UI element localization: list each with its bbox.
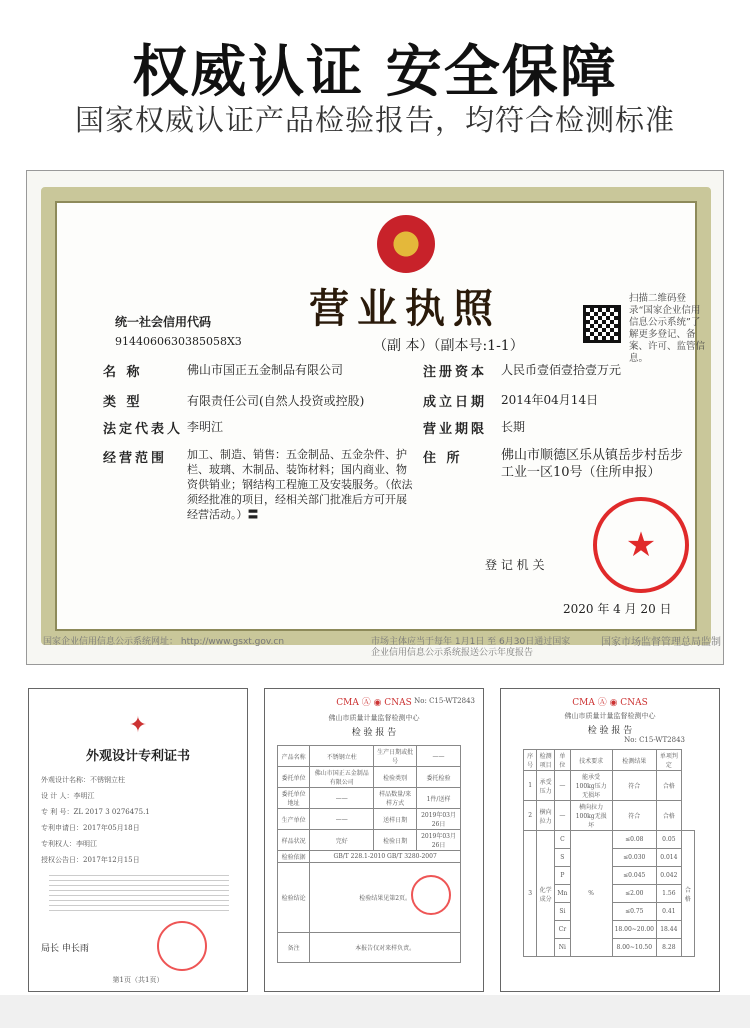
table-cell: 化学成分 <box>537 831 555 957</box>
table-cell: 横向拉力 <box>537 801 555 831</box>
patent-title: 外观设计专利证书 <box>85 749 190 764</box>
copy-number: （副 本）（副本号:1-1） <box>373 338 524 354</box>
table-cell: 符合 <box>612 801 656 831</box>
patent-field: 外观设计名称：不锈钢立柱 <box>41 776 125 784</box>
credit-code-label: 统一社会信用代码 <box>115 315 212 329</box>
table-cell: 1 <box>524 771 537 801</box>
field-label: 名 称 <box>103 365 143 380</box>
patent-logo-icon: ✦ <box>128 713 148 738</box>
business-scope: 加工、制造、销售：五金制品、五金杂件、护栏、玻璃、木制品、装饰材料；国内商业、物资供销业；钢结构工程施工及安装服务。（依法须经批准的项目，经相关部门批准后方可开展经营活动。）〓 <box>187 448 413 521</box>
table-cell: Ni <box>554 939 570 957</box>
address: 佛山市顺德区乐从镇岳步村岳步工业一区10号（住所申报） <box>501 448 684 480</box>
patent-field: 专利权人：李明江 <box>41 840 97 848</box>
star-icon: ★ <box>625 525 657 565</box>
certification-logos-icon: CMA Ⓐ ◉ CNAS <box>336 698 412 708</box>
table-cell: C <box>554 831 570 849</box>
field-label: 类 型 <box>103 395 143 410</box>
inspection-report-1 <box>264 688 484 992</box>
table-cell: 单位 <box>554 750 570 771</box>
table-cell: ≤0.08 <box>612 831 656 849</box>
business-term: 长期 <box>501 420 526 434</box>
table-cell: 单项判定 <box>656 750 681 771</box>
table-cell: ≤0.030 <box>612 849 656 867</box>
field-label: 住 所 <box>423 451 463 466</box>
table-cell: 0.014 <box>656 849 681 867</box>
bottom-band <box>0 995 750 1028</box>
field-label: 营业期限 <box>423 422 488 437</box>
field-label: 法定代表人 <box>103 422 184 437</box>
qr-code-icon <box>583 305 621 343</box>
table-cell: 2 <box>524 801 537 831</box>
patent-field: 专利申请日：2017年05月18日 <box>41 824 140 832</box>
table-cell: 0.41 <box>656 903 681 921</box>
patent-seal <box>157 921 207 971</box>
table-cell: 合格 <box>656 771 681 801</box>
table-cell: 合格 <box>656 801 681 831</box>
patent-certificate <box>28 688 248 992</box>
table-cell: 符合 <box>612 771 656 801</box>
established-date: 2014年04月14日 <box>501 393 599 407</box>
report-table: 产品名称 不锈钢立柱 生产日期或批号 —— 委托单位 佛山市国正五金制品有限公司 检验类别 委托检验 委托单位地址 —— 样品数量/来样方式 1件/送样 生产单位 —— 送样日期 2019年03月26日 样品状况 完好 检验日期 2019年03月26日 检验依据 GB/T 228.1-2010 GB/T 3280-2007 检验结论 检验结果见第2页。 备注 本报告仅对来样负责。 <box>277 745 461 963</box>
issue-date: 2020 年 4 月 20 日 <box>563 602 672 616</box>
table-cell: ≤0.75 <box>612 903 656 921</box>
report-org: 佛山市质量计量监督检测中心 <box>564 712 656 720</box>
report-title: 检 验 报 告 <box>351 728 397 738</box>
patent-page: 第1页（共1页） <box>112 976 164 984</box>
table-cell: S <box>554 849 570 867</box>
legal-representative: 李明江 <box>187 420 224 434</box>
table-cell: Cr <box>554 921 570 939</box>
qr-text: 扫描二维码登录“国家企业信用信息公示系统”了解更多登记、备案、许可、监管信息。 <box>629 293 706 364</box>
certification-logos-icon: CMA Ⓐ ◉ CNAS <box>572 698 648 708</box>
table-cell: 合格 <box>681 831 694 957</box>
patent-signature: 局长 申长雨 <box>41 944 89 954</box>
field-label: 经营范围 <box>103 451 168 466</box>
chemistry-table <box>523 749 695 957</box>
page-heading: 权威认证 安全保障 <box>132 40 618 105</box>
registered-capital: 人民币壹佰壹拾壹万元 <box>501 363 622 377</box>
table-cell: — <box>554 771 570 801</box>
patent-body-text <box>49 871 229 915</box>
license-title: 营业执照 <box>309 285 501 332</box>
table-cell: ≤2.00 <box>612 885 656 903</box>
table-cell: 8.00~10.50 <box>612 939 656 957</box>
table-cell: 承受压力 <box>537 771 555 801</box>
license-frame <box>41 187 711 645</box>
report-seal <box>411 875 451 915</box>
table-cell: 0.042 <box>656 867 681 885</box>
table-cell: 18.44 <box>656 921 681 939</box>
field-label: 注册资本 <box>423 365 488 380</box>
report-number: No: C15-WT2843 <box>414 697 475 705</box>
patent-field: 设 计 人：李明江 <box>41 792 95 800</box>
report-number: No: C15-WT2843 <box>624 736 685 744</box>
table-cell: 横向拉力100kg无损坏 <box>570 801 612 831</box>
field-label: 成立日期 <box>423 395 488 410</box>
table-cell: ≤0.045 <box>612 867 656 885</box>
table-cell: % <box>570 831 612 957</box>
table-cell: 0.05 <box>656 831 681 849</box>
table-cell: P <box>554 867 570 885</box>
table-cell: 检测项目 <box>537 750 555 771</box>
table-cell: 技术要求 <box>570 750 612 771</box>
report-org: 佛山市质量计量监督检测中心 <box>328 714 420 722</box>
patent-field: 专 利 号：ZL 2017 3 0276475.1 <box>41 808 150 816</box>
authority-label: 登 记 机 关 <box>485 558 545 572</box>
business-license <box>26 170 724 665</box>
table-cell: Si <box>554 903 570 921</box>
footer-notice: 市场主体应当于每年 1月1日 至 6月30日通过国家企业信用信息公示系统报送公示年度报告 <box>371 637 571 658</box>
patent-field: 授权公告日：2017年12月15日 <box>41 856 140 864</box>
table-cell: 检测结果 <box>612 750 656 771</box>
inspection-report-2 <box>500 688 720 992</box>
footer-issuer: 国家市场监督管理总局监制 <box>601 637 721 648</box>
table-cell: — <box>554 801 570 831</box>
national-emblem-icon <box>377 215 435 273</box>
table-cell: 序号 <box>524 750 537 771</box>
table-cell: 能承受100kg压力无损坏 <box>570 771 612 801</box>
table-cell: Mn <box>554 885 570 903</box>
official-seal <box>593 497 689 593</box>
page-subheading: 国家权威认证产品检验报告，均符合检测标准 <box>74 103 675 137</box>
company-name: 佛山市国正五金制品有限公司 <box>187 363 344 377</box>
report-title: 检 验 报 告 <box>587 726 633 736</box>
credit-code: 9144060630385058X3 <box>115 335 242 348</box>
table-cell: 8.28 <box>656 939 681 957</box>
table-cell: 18.00~20.00 <box>612 921 656 939</box>
footer-website: 国家企业信用信息公示系统网址： http://www.gsxt.gov.cn <box>43 637 285 647</box>
table-cell: 3 <box>524 831 537 957</box>
table-cell: 1.56 <box>656 885 681 903</box>
company-type: 有限责任公司(自然人投资或控股) <box>187 394 365 408</box>
